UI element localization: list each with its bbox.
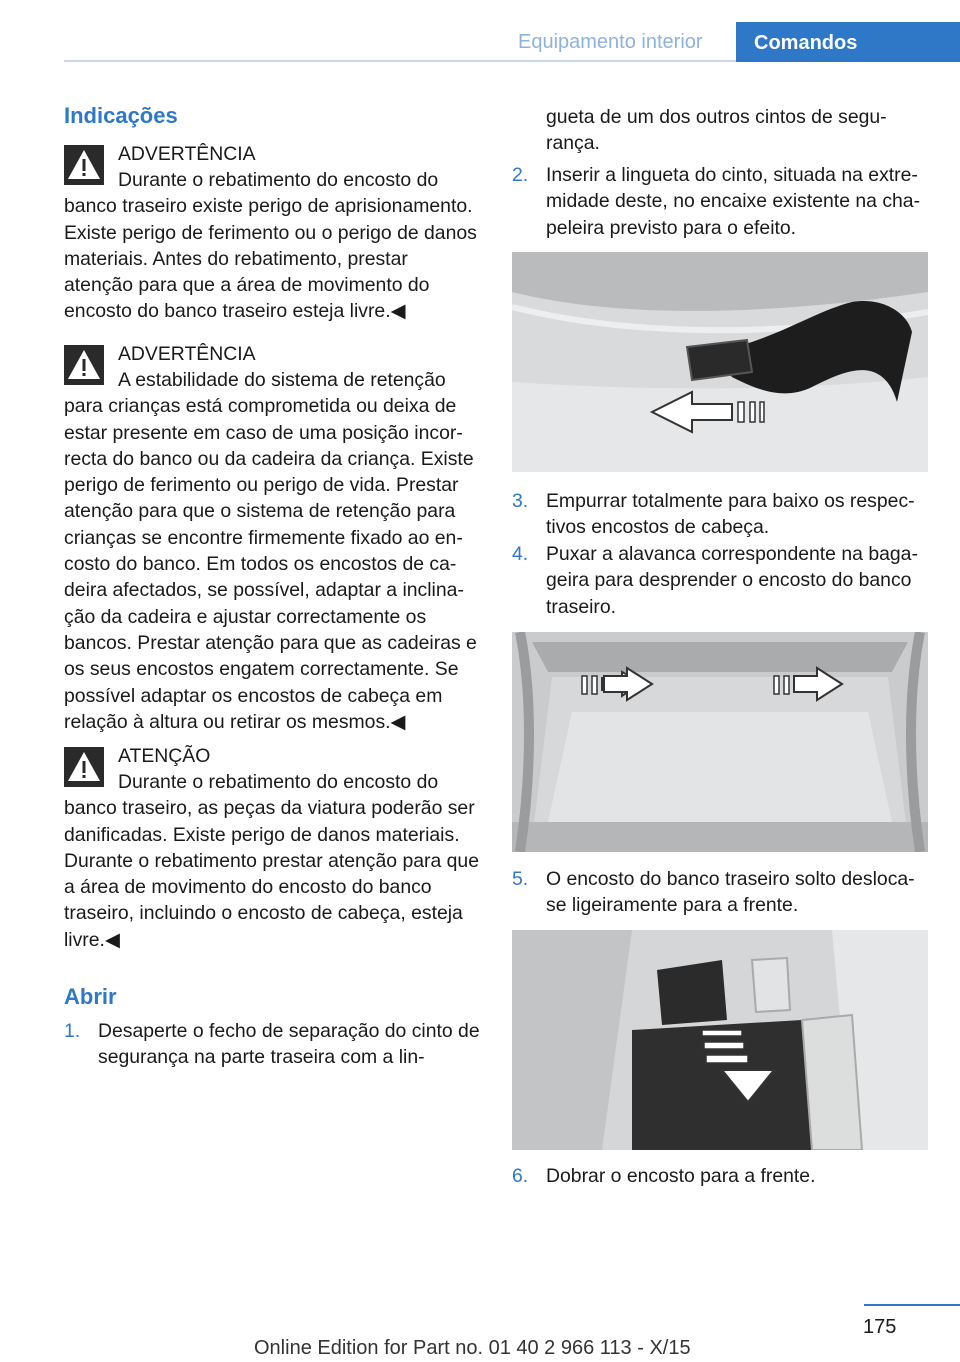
- step-text: gueta de um dos outros cintos de segurança.: [546, 106, 887, 155]
- header-section-title: Equipamento interior: [518, 31, 703, 53]
- step-number: 2.: [512, 164, 529, 186]
- warning-title: ADVERTÊNCIA: [118, 343, 256, 365]
- page-number: 175: [863, 1316, 897, 1338]
- figure-rear-backrest: [512, 930, 928, 1150]
- figure-trunk-levers: [512, 632, 928, 852]
- footer-rule: [864, 1304, 960, 1306]
- heading-open: Abrir: [64, 984, 117, 1009]
- figure-belt-tongue: [512, 252, 928, 472]
- step-number: 1.: [64, 1020, 81, 1042]
- warning-text: Durante o rebatimento do encosto do banco traseiro, as peças da viatura poderão ser danificadas. Existe perigo de danos materiais. Durante o rebatimento prestar atenção para que a área de movimento do encosto do banco traseiro, incluindo o encosto de cabeça, esteja livre.◀: [64, 771, 480, 951]
- step-text: O encosto do banco traseiro solto desloca-se ligeiramente para a frente.: [546, 868, 915, 917]
- step-number: 6.: [512, 1165, 529, 1187]
- step-number: 3.: [512, 490, 529, 512]
- warning-title: ATENÇÃO: [118, 745, 211, 767]
- step-text: Puxar a alavanca correspondente na bagageira para desprender o encosto do banco traseiro.: [546, 543, 918, 618]
- step-number: 5.: [512, 868, 529, 890]
- step-text: Empurrar totalmente para baixo os respectivos encostos de cabeça.: [546, 490, 915, 539]
- warning-text: Durante o rebatimento do encosto do banco traseiro existe perigo de aprisionamento. Existe perigo de ferimento ou o perigo de danos materiais. Antes do rebatimento, prestar atenção para que a área de movimento do encosto do banco traseiro esteja livre.◀: [64, 169, 477, 323]
- step-number: 4.: [512, 543, 529, 565]
- warning-text: A estabilidade do sistema de retenção para crianças está comprometida ou deixa de estar presente em caso de uma posição incorrecta do banco ou da cadeira da criança. Existe perigo de ferimento ou perigo de vida. Prestar atenção para que o sistema de retenção para crianças se encontre firmemente fixado ao encosto do banco. Em todos os encostos de cadeira afectados, se possível, adaptar a inclinação da cadeira e ajustar correctamente os bancos. Prestar atenção para que as cadeiras e os seus encostos engatem correctamente. Se possível adaptar os encostos de cabeça em relação à altura ou retirar os mesmos.◀: [64, 369, 477, 733]
- header-chapter-tab: Comandos: [736, 22, 960, 62]
- edition-note: Online Edition for Part no. 01 40 2 966 113 - X/15: [254, 1337, 691, 1359]
- step-text: Inserir a lingueta do cinto, situada na extremidade deste, no encaixe existente na chapeleira previsto para o efeito.: [546, 164, 921, 239]
- step-text: Dobrar o encosto para a frente.: [546, 1165, 816, 1187]
- step-text: Desaperte o fecho de separação do cinto de segurança na parte traseira com a lin-: [98, 1020, 480, 1069]
- warning-title: ADVERTÊNCIA: [118, 143, 256, 165]
- heading-notes: Indicações: [64, 103, 178, 128]
